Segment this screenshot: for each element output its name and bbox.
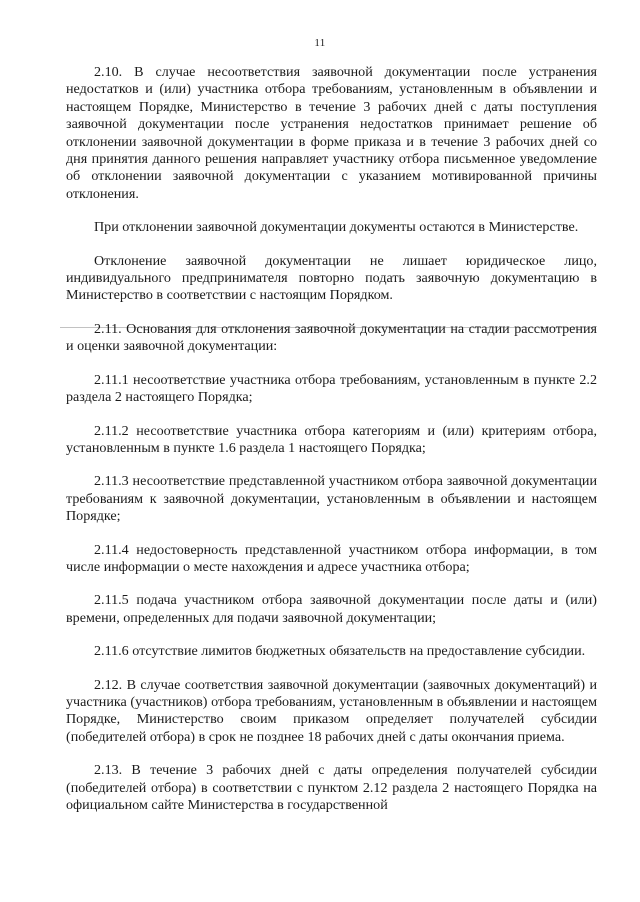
paragraph-2-11-5: 2.11.5 подача участником отбора заявочной документации после даты и (или) времени, определенных для подачи заявочной документации; — [66, 592, 597, 626]
paragraph-resubmission: Отклонение заявочной документации не лишает юридическое лицо, индивидуального предпринимателя повторно подать заявочную документацию в Министерство в соответствии с настоящим Порядком. — [66, 252, 597, 304]
paragraph-2-10: 2.10. В случае несоответствия заявочной документации после устранения недостатков и (или) участника отбора требованиям, установленным в объявлении и настоящем Порядке, Министерство в течение 3 рабочих дней с даты поступления заявочной документации после устранения недостатков принимает решение об отклонении заявочной документации в форме приказа и в течение 3 рабочих дней со дня принятия данного решения направляет участнику отбора письменное уведомление об отклонении заявочной документации с указанием мотивированной причины отклонения. — [66, 64, 597, 202]
paragraph-2-11-2: 2.11.2 несоответствие участника отбора категориям и (или) критериям отбора, установленным в пункте 1.6 раздела 1 настоящего Порядка; — [66, 422, 597, 456]
paragraph-2-11-4: 2.11.4 недостоверность представленной участником отбора информации, в том числе информации о месте нахождения и адресе участника отбора; — [66, 541, 597, 575]
page-number: 11 — [314, 37, 326, 49]
paragraph-2-11-1: 2.11.1 несоответствие участника отбора требованиям, установленным в пункте 2.2 раздела 2 настоящего Порядка; — [66, 371, 597, 406]
document-body — [66, 64, 597, 826]
paragraph-2-11-6: 2.11.6 отсутствие лимитов бюджетных обязательств на предоставление субсидии. — [94, 643, 586, 660]
paragraph-2-11: 2.11. Основания для отклонения заявочной документации на стадии рассмотрения и оценки заявочной документации: — [66, 320, 597, 355]
paragraph-2-11-3: 2.11.3 несоответствие представленной участником отбора заявочной документации требованиям к заявочной документации, установленным в объявлении и настоящем Порядке; — [66, 473, 597, 525]
paragraph-rejection-documents: При отклонении заявочной документации документы остаются в Министерстве. — [94, 219, 579, 236]
paragraph-2-12: 2.12. В случае соответствия заявочной документации (заявочных документаций) и участника (участников) отбора требованиям, установленным в объявлении и настоящем Порядке, Министерство своим приказом определяет получателей субсидии (победителей отбора) в срок не позднее 18 рабочих дней с даты окончания приема. — [66, 676, 597, 745]
paragraph-2-13: 2.13. В течение 3 рабочих дней с даты определения получателей субсидии (победителей отбора) в соответствии с пунктом 2.12 раздела 2 настоящего Порядка на официальном сайте Министерства в государственной — [66, 762, 597, 813]
